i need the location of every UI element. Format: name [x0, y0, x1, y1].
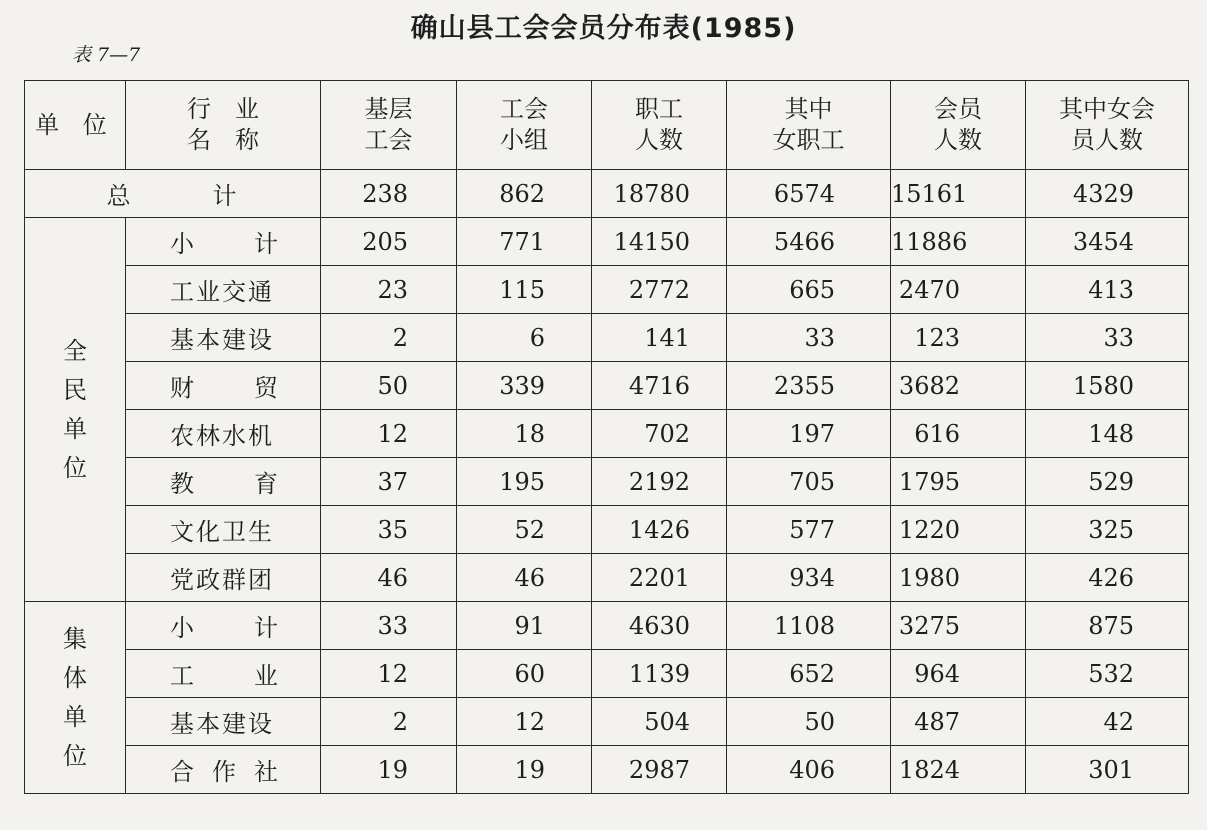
table-cell: 652 — [727, 650, 891, 698]
table-cell: 1139 — [592, 650, 727, 698]
header-grassroots-unions — [321, 81, 457, 170]
table-cell: 702 — [592, 410, 727, 458]
row-name-text — [170, 368, 280, 403]
table-cell: 705 — [727, 458, 891, 506]
table-cell: 15161 — [891, 170, 1026, 218]
row-name-text — [170, 416, 320, 451]
row-name-part: 基本建设 — [170, 326, 274, 354]
table-cell: 50 — [321, 362, 457, 410]
table-cell: 6 — [457, 314, 592, 362]
table-cell: 50 — [727, 698, 891, 746]
table-cell: 197 — [727, 410, 891, 458]
table-cell: 238 — [321, 170, 457, 218]
group-label — [25, 218, 126, 602]
row-name — [126, 650, 321, 698]
table-row — [25, 698, 1189, 746]
group-label — [25, 602, 126, 794]
row-name-part: 作 — [212, 758, 238, 786]
table-cell: 1426 — [592, 506, 727, 554]
table-header — [25, 81, 1189, 170]
table-cell: 3454 — [1026, 218, 1189, 266]
header-line: 小组 — [500, 126, 548, 154]
table-cell: 12 — [457, 698, 592, 746]
table-row — [25, 650, 1189, 698]
table-cell: 532 — [1026, 650, 1189, 698]
table-cell: 325 — [1026, 506, 1189, 554]
table-cell: 504 — [592, 698, 727, 746]
row-name-part: 教 — [170, 470, 196, 498]
table-cell: 339 — [457, 362, 592, 410]
group-label-char: 位 — [63, 453, 87, 482]
table-cell: 2 — [321, 698, 457, 746]
row-name — [126, 554, 321, 602]
table-row — [25, 410, 1189, 458]
row-name-part: 计 — [254, 614, 280, 642]
row-name-text — [170, 272, 320, 307]
table-cell: 148 — [1026, 410, 1189, 458]
header-line: 职工 — [635, 95, 683, 123]
table-cell: 529 — [1026, 458, 1189, 506]
table-row — [25, 458, 1189, 506]
header-line: 工会 — [500, 95, 548, 123]
row-name-part: 育 — [254, 470, 280, 498]
table-row — [25, 266, 1189, 314]
header-line: 基层 — [364, 95, 413, 123]
row-name — [126, 746, 321, 794]
row-name-part: 农林水机 — [170, 422, 274, 450]
header-unit: 单 位 — [25, 81, 126, 170]
table-cell: 1580 — [1026, 362, 1189, 410]
table-cell: 33 — [1026, 314, 1189, 362]
row-name-text — [170, 512, 320, 547]
row-name-part: 贸 — [254, 374, 280, 402]
group-label-char: 全 — [63, 336, 87, 365]
table-cell: 52 — [457, 506, 592, 554]
total-label — [25, 170, 321, 218]
table-cell: 426 — [1026, 554, 1189, 602]
table-cell: 19 — [321, 746, 457, 794]
header-line: 人数 — [934, 126, 982, 154]
header-row — [25, 81, 1189, 170]
table-row — [25, 506, 1189, 554]
header-line: 会员 — [934, 95, 982, 123]
table-cell: 18780 — [592, 170, 727, 218]
page-title: 确山县工会会员分布表(1985) — [410, 13, 797, 44]
row-name-part: 基本建设 — [170, 710, 274, 738]
table-cell: 487 — [891, 698, 1026, 746]
header-line: 员人数 — [1071, 126, 1143, 154]
table-cell: 1824 — [891, 746, 1026, 794]
header-line: 其中 — [784, 95, 833, 123]
row-name-text — [170, 656, 280, 691]
row-name — [126, 410, 321, 458]
table-cell: 12 — [321, 650, 457, 698]
table-cell: 33 — [727, 314, 891, 362]
table-body — [25, 170, 1189, 794]
table-cell: 14150 — [592, 218, 727, 266]
table-cell: 616 — [891, 410, 1026, 458]
row-name-part: 业 — [254, 662, 280, 690]
row-name-part: 文化卫生 — [170, 518, 274, 546]
group-label-char: 单 — [63, 414, 87, 443]
row-name-part: 工业交通 — [170, 278, 274, 306]
row-name-text — [170, 560, 320, 595]
table-cell: 46 — [321, 554, 457, 602]
header-line: 其中女会 — [1059, 95, 1155, 123]
table-cell: 46 — [457, 554, 592, 602]
table-row — [25, 602, 1189, 650]
table-cell: 91 — [457, 602, 592, 650]
table-cell: 2355 — [727, 362, 891, 410]
group-label-char: 民 — [63, 375, 87, 404]
table-cell: 33 — [321, 602, 457, 650]
total-row — [25, 170, 1189, 218]
table-cell: 19 — [457, 746, 592, 794]
table-cell: 1980 — [891, 554, 1026, 602]
table-cell: 771 — [457, 218, 592, 266]
table-cell: 2192 — [592, 458, 727, 506]
table-cell: 4329 — [1026, 170, 1189, 218]
table-cell: 35 — [321, 506, 457, 554]
header-industry — [126, 81, 321, 170]
group-label-char: 位 — [63, 741, 87, 770]
table-cell: 862 — [457, 170, 592, 218]
table-cell: 205 — [321, 218, 457, 266]
table-cell: 141 — [592, 314, 727, 362]
table-cell: 2 — [321, 314, 457, 362]
group-label-char: 单 — [63, 702, 87, 731]
table-cell: 1108 — [727, 602, 891, 650]
header-staff-count — [592, 81, 727, 170]
row-name-text — [170, 320, 320, 355]
table-row — [25, 218, 1189, 266]
table-row — [25, 746, 1189, 794]
table-cell: 6574 — [727, 170, 891, 218]
row-name — [126, 362, 321, 410]
table-cell: 4716 — [592, 362, 727, 410]
header-member-count — [891, 81, 1026, 170]
table-cell: 3682 — [891, 362, 1026, 410]
table-cell: 4630 — [592, 602, 727, 650]
table-cell: 875 — [1026, 602, 1189, 650]
header-industry-line2: 名 称 — [187, 126, 259, 154]
row-name — [126, 506, 321, 554]
total-label-part: 总 — [106, 182, 133, 210]
total-label-part: 计 — [212, 182, 239, 210]
table-cell: 11886 — [891, 218, 1026, 266]
row-name-part: 合 — [170, 758, 196, 786]
header-line: 工会 — [364, 126, 413, 154]
row-name — [126, 458, 321, 506]
row-name — [126, 314, 321, 362]
table-cell: 1220 — [891, 506, 1026, 554]
table-cell: 37 — [321, 458, 457, 506]
table-cell: 42 — [1026, 698, 1189, 746]
row-name-text — [170, 608, 280, 643]
table-cell: 12 — [321, 410, 457, 458]
table-cell: 5466 — [727, 218, 891, 266]
row-name-text — [170, 704, 320, 739]
table-cell: 964 — [891, 650, 1026, 698]
table-row — [25, 554, 1189, 602]
header-female-staff — [727, 81, 891, 170]
table-row — [25, 314, 1189, 362]
header-line: 女职工 — [772, 126, 845, 154]
row-name-part: 工 — [170, 662, 196, 690]
table-cell: 2201 — [592, 554, 727, 602]
member-distribution-table — [24, 80, 1189, 794]
table-cell: 115 — [457, 266, 592, 314]
group-label-char: 体 — [63, 663, 87, 692]
row-name-part: 党政群团 — [170, 566, 274, 594]
row-name — [126, 218, 321, 266]
header-female-members — [1026, 81, 1189, 170]
row-name-part: 小 — [170, 230, 196, 258]
table-cell: 934 — [727, 554, 891, 602]
table-cell: 195 — [457, 458, 592, 506]
table-cell: 406 — [727, 746, 891, 794]
table-cell: 23 — [321, 266, 457, 314]
row-name-text — [170, 464, 280, 499]
row-name-text — [170, 752, 280, 787]
table-cell: 18 — [457, 410, 592, 458]
header-line: 人数 — [635, 126, 683, 154]
table-cell: 123 — [891, 314, 1026, 362]
header-industry-line1: 行 业 — [187, 95, 259, 123]
table-cell: 2772 — [592, 266, 727, 314]
table-row — [25, 362, 1189, 410]
table-number: 表 7—7 — [72, 44, 141, 66]
table-cell: 2470 — [891, 266, 1026, 314]
header-union-groups — [457, 81, 592, 170]
table-cell: 301 — [1026, 746, 1189, 794]
group-label-char: 集 — [63, 624, 87, 653]
row-name — [126, 602, 321, 650]
row-name-part: 计 — [254, 230, 280, 258]
table-cell: 1795 — [891, 458, 1026, 506]
table-cell: 413 — [1026, 266, 1189, 314]
row-name — [126, 698, 321, 746]
row-name-part: 财 — [170, 374, 196, 402]
table-cell: 577 — [727, 506, 891, 554]
table-cell: 2987 — [592, 746, 727, 794]
row-name — [126, 266, 321, 314]
row-name-part: 小 — [170, 614, 196, 642]
table-cell: 60 — [457, 650, 592, 698]
row-name-text — [170, 224, 280, 259]
row-name-part: 社 — [254, 758, 280, 786]
table-cell: 665 — [727, 266, 891, 314]
table-cell: 3275 — [891, 602, 1026, 650]
